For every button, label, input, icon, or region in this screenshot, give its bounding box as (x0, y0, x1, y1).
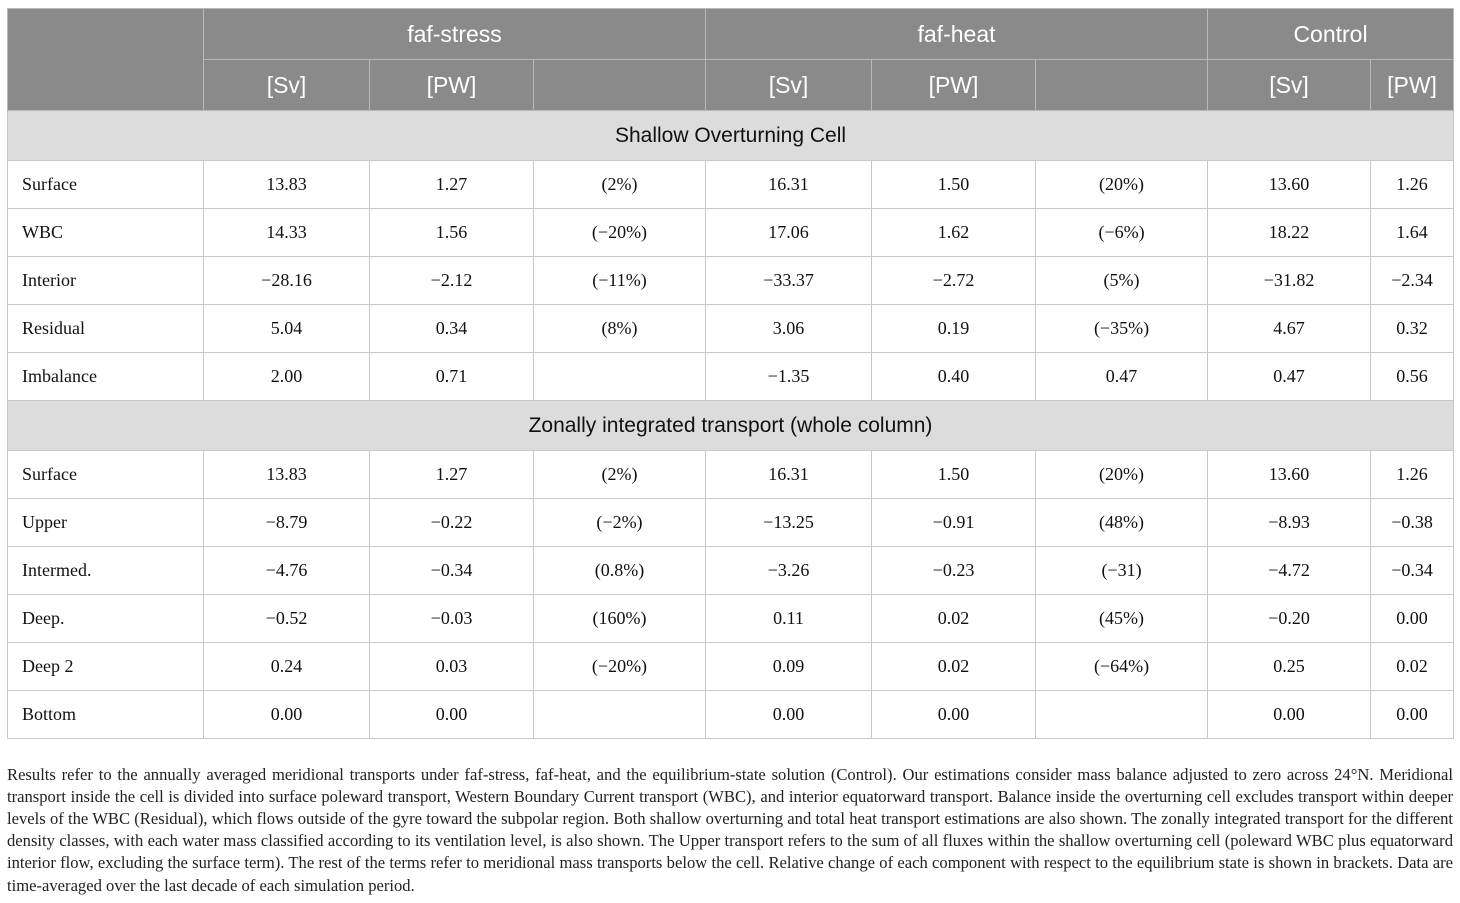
table-cell: 5.04 (204, 305, 370, 353)
table-cell: (2%) (534, 161, 706, 209)
table-cell: (20%) (1036, 161, 1208, 209)
table-cell: 16.31 (706, 161, 872, 209)
table-cell: −0.34 (1371, 547, 1454, 595)
table-cell: (2%) (534, 451, 706, 499)
table-container (7, 8, 1453, 739)
row-label: Bottom (8, 691, 204, 739)
row-label: Surface (8, 451, 204, 499)
table-cell: −2.72 (872, 257, 1036, 305)
unit-header-cell: [Sv] (706, 60, 872, 111)
table-row (8, 257, 1454, 305)
table-cell: −33.37 (706, 257, 872, 305)
table-cell: 0.03 (370, 643, 534, 691)
table-cell: −1.35 (706, 353, 872, 401)
table-cell: (45%) (1036, 595, 1208, 643)
table-cell: −13.25 (706, 499, 872, 547)
unit-header-cell: [Sv] (1208, 60, 1371, 111)
unit-header-cell: [PW] (1371, 60, 1454, 111)
table-cell (1036, 691, 1208, 739)
table-cell: −0.38 (1371, 499, 1454, 547)
table-row (8, 547, 1454, 595)
row-label: Deep. (8, 595, 204, 643)
table-cell: −0.03 (370, 595, 534, 643)
table-cell: 0.00 (706, 691, 872, 739)
corner-header-cell (8, 9, 204, 111)
table-cell: −2.34 (1371, 257, 1454, 305)
row-label: Surface (8, 161, 204, 209)
table-body (8, 111, 1454, 739)
table-cell: (−6%) (1036, 209, 1208, 257)
table-cell: 1.62 (872, 209, 1036, 257)
unit-header-cell: [PW] (370, 60, 534, 111)
table-cell: (−20%) (534, 643, 706, 691)
table-footnote: Results refer to the annually averaged meridional transports under faf-stress, faf-heat, and the equilibrium-state solution (Control). Our estimations consider mass balance adjusted to zero across 24°N. Meridional transport inside the cell is divided into surface poleward transport, Western Boundary Current transport (WBC), and interior equatorward transport. Balance inside the overturning cell excludes transport within deeper levels of the WBC (Residual), which flows outside of the gyre toward the subpolar region. Both shallow overturning and total heat transport estimations are also shown. The zonally integrated transport for the different density classes, with each water mass classified according to its ventilation level, is also shown. The Upper transport refers to the sum of all fluxes within the shallow overturning cell (poleward WBC plus equatorward interior flow, excluding the surface term). The rest of the terms refer to meridional mass transports below the cell. Relative change of each component with respect to the equilibrium state is shown in brackets. Data are time-averaged over the last decade of each simulation period. (7, 764, 1453, 895)
table-cell: −0.23 (872, 547, 1036, 595)
table-row (8, 499, 1454, 547)
table-cell: 0.24 (204, 643, 370, 691)
table-cell: 0.25 (1208, 643, 1371, 691)
group-header-control: Control (1208, 9, 1454, 60)
table-cell: −2.12 (370, 257, 534, 305)
table-cell: (0.8%) (534, 547, 706, 595)
table-cell: 13.60 (1208, 451, 1371, 499)
transport-table (7, 8, 1454, 739)
row-label: Interior (8, 257, 204, 305)
unit-header-cell: [Sv] (204, 60, 370, 111)
table-cell: (−31) (1036, 547, 1208, 595)
table-cell: (−11%) (534, 257, 706, 305)
table-cell: −4.72 (1208, 547, 1371, 595)
table-row (8, 451, 1454, 499)
table-row (8, 305, 1454, 353)
table-cell: 1.50 (872, 161, 1036, 209)
table-cell: 0.11 (706, 595, 872, 643)
table-cell: 0.34 (370, 305, 534, 353)
table-row (8, 643, 1454, 691)
table-cell: −0.52 (204, 595, 370, 643)
table-cell: 0.40 (872, 353, 1036, 401)
table-row (8, 691, 1454, 739)
group-header-faf-heat: faf-heat (706, 9, 1208, 60)
table-cell: 1.27 (370, 451, 534, 499)
row-label: Intermed. (8, 547, 204, 595)
table-cell: 0.71 (370, 353, 534, 401)
table-cell: 0.02 (872, 595, 1036, 643)
unit-header-row (8, 60, 1454, 111)
table-cell: −4.76 (204, 547, 370, 595)
table-row (8, 161, 1454, 209)
table-cell: −0.34 (370, 547, 534, 595)
table-cell: 1.56 (370, 209, 534, 257)
table-cell: (5%) (1036, 257, 1208, 305)
table-cell: (20%) (1036, 451, 1208, 499)
table-cell: 0.32 (1371, 305, 1454, 353)
table-cell: −0.91 (872, 499, 1036, 547)
table-row (8, 209, 1454, 257)
table-cell: 0.09 (706, 643, 872, 691)
row-label: Imbalance (8, 353, 204, 401)
table-cell: 1.26 (1371, 451, 1454, 499)
table-cell: (−35%) (1036, 305, 1208, 353)
table-cell: 0.47 (1036, 353, 1208, 401)
table-cell: (−20%) (534, 209, 706, 257)
table-cell: 1.26 (1371, 161, 1454, 209)
table-cell: 0.00 (204, 691, 370, 739)
table-cell: 3.06 (706, 305, 872, 353)
section-header-row (8, 401, 1454, 451)
table-row (8, 353, 1454, 401)
table-cell: −8.93 (1208, 499, 1371, 547)
table-cell: 13.83 (204, 451, 370, 499)
table-cell (534, 691, 706, 739)
table-cell: 0.02 (1371, 643, 1454, 691)
group-header-row (8, 9, 1454, 60)
table-cell: 13.60 (1208, 161, 1371, 209)
table-cell: −0.22 (370, 499, 534, 547)
group-header-faf-stress: faf-stress (204, 9, 706, 60)
table-cell: 13.83 (204, 161, 370, 209)
table-row (8, 595, 1454, 643)
unit-header-cell (534, 60, 706, 111)
table-cell: 0.00 (370, 691, 534, 739)
table-cell: −28.16 (204, 257, 370, 305)
table-cell: −31.82 (1208, 257, 1371, 305)
table-cell: (−64%) (1036, 643, 1208, 691)
table-cell: 0.00 (1208, 691, 1371, 739)
unit-header-cell: [PW] (872, 60, 1036, 111)
table-cell: −8.79 (204, 499, 370, 547)
row-label: WBC (8, 209, 204, 257)
table-cell: 1.50 (872, 451, 1036, 499)
table-cell: −3.26 (706, 547, 872, 595)
table-cell: 18.22 (1208, 209, 1371, 257)
table-cell: (48%) (1036, 499, 1208, 547)
table-cell: 4.67 (1208, 305, 1371, 353)
table-cell: 1.27 (370, 161, 534, 209)
section-title: Zonally integrated transport (whole column) (8, 401, 1454, 451)
row-label: Upper (8, 499, 204, 547)
table-cell: 1.64 (1371, 209, 1454, 257)
table-header (8, 9, 1454, 111)
table-cell: 16.31 (706, 451, 872, 499)
table-cell: 14.33 (204, 209, 370, 257)
table-cell: 0.47 (1208, 353, 1371, 401)
table-cell (534, 353, 706, 401)
table-cell: −0.20 (1208, 595, 1371, 643)
table-cell: 0.19 (872, 305, 1036, 353)
table-cell: 2.00 (204, 353, 370, 401)
table-cell: 0.00 (872, 691, 1036, 739)
table-cell: 0.00 (1371, 595, 1454, 643)
section-title: Shallow Overturning Cell (8, 111, 1454, 161)
table-cell: 0.56 (1371, 353, 1454, 401)
row-label: Deep 2 (8, 643, 204, 691)
table-cell: (−2%) (534, 499, 706, 547)
table-cell: (8%) (534, 305, 706, 353)
table-cell: 0.02 (872, 643, 1036, 691)
section-header-row (8, 111, 1454, 161)
table-cell: 17.06 (706, 209, 872, 257)
table-cell: (160%) (534, 595, 706, 643)
table-cell: 0.00 (1371, 691, 1454, 739)
row-label: Residual (8, 305, 204, 353)
unit-header-cell (1036, 60, 1208, 111)
